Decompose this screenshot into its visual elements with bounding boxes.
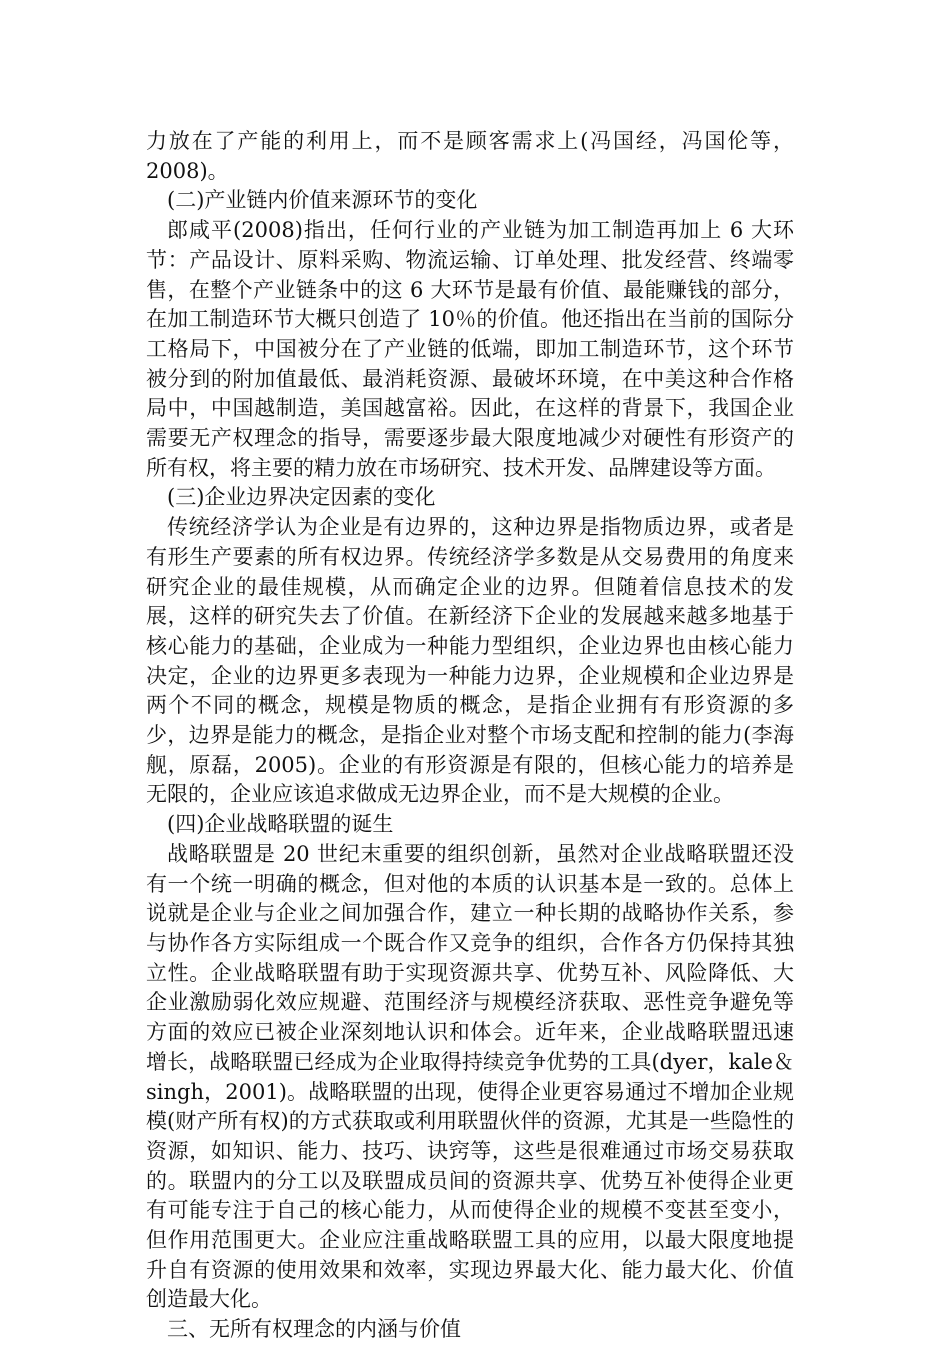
section-heading-4: (四)企业战略联盟的诞生 [167,812,394,837]
document-body [146,127,794,1345]
paragraph-continuation: 力放在了产能的利用上，而不是顾客需求上(冯国经，冯国伦等，2008)。 [146,129,794,183]
paragraph-enterprise-boundary: 传统经济学认为企业是有边界的，这种边界是指物质边界，或者是有形生产要素的所有权边界。传统经济学多数是从交易费用的角度来研究企业的最佳规模，从而确定企业的边界。但随着信息技术的发展，这样的研究失去了价值。在新经济下企业的发展越来越多地基于核心能力的基础，企业成为一种能力型组织，企业边界也由核心能力决定，企业的边界更多表现为一种能力边界，企业规模和企业边界是两个不同的概念，规模是物质的概念，是指企业拥有有形资源的多少，边界是能力的概念，是指企业对整个市场支配和控制的能力(李海舰，原磊，2005)。企业的有形资源是有限的，但核心能力的培养是无限的，企业应该追求做成无边界企业，而不是大规模的企业。 [146,515,794,807]
section-heading-main-3: 三、无所有权理念的内涵与价值 [167,1317,461,1342]
paragraph-strategic-alliance: 战略联盟是 20 世纪末重要的组织创新，虽然对企业战略联盟还没有一个统一明确的概念，但对他的本质的认识基本是一致的。总体上说就是企业与企业之间加强合作，建立一种长期的战略协作关系，参与协作各方实际组成一个既合作又竞争的组织，合作各方仍保持其独立性。企业战略联盟有助于实现资源共享、优势互补、风险降低、大企业激励弱化效应规避、范围经济与规模经济获取、恶性竞争避免等方面的效应已被企业深刻地认识和体会。近年来，企业战略联盟迅速增长，战略联盟已经成为企业取得持续竞争优势的工具(dyer，kale＆singh，2001)。战略联盟的出现，使得企业更容易通过不增加企业规模(财产所有权)的方式获取或利用联盟伙伴的资源，尤其是一些隐性的资源，如知识、能力、技巧、诀窍等，这些是很难通过市场交易获取的。联盟内的分工以及联盟成员间的资源共享、优势互补使得企业更有可能专注于自己的核心能力，从而使得企业的规模不变甚至变小，但作用范围更大。企业应注重战略联盟工具的应用，以最大限度地提升自有资源的使用效果和效率，实现边界最大化、能力最大化、价值创造最大化。 [146,841,794,1312]
section-heading-2: (二)产业链内价值来源环节的变化 [167,188,478,213]
paragraph-value-chain: 郎咸平(2008)指出，任何行业的产业链为加工制造再加上 6 大环节：产品设计、原料采购、物流运输、订单处理、批发经营、终端零售，在整个产业链条中的这 6 大环节是最有价值、最能赚钱的部分，在加工制造环节大概只创造了 10％的价值。他还指出在当前的国际分工格局下，中国被分在了产业链的低端，即加工制造环节，这个环节被分到的附加值最低、最消耗资源、最破坏环境，在中美这种合作格局中，中国越制造，美国越富裕。因此，在这样的背景下，我国企业需要无产权理念的指导，需要逐步最大限度地减少对硬性有形资产的所有权，将主要的精力放在市场研究、技术开发、品牌建设等方面。 [146,218,794,480]
section-heading-3: (三)企业边界决定因素的变化 [167,485,436,510]
